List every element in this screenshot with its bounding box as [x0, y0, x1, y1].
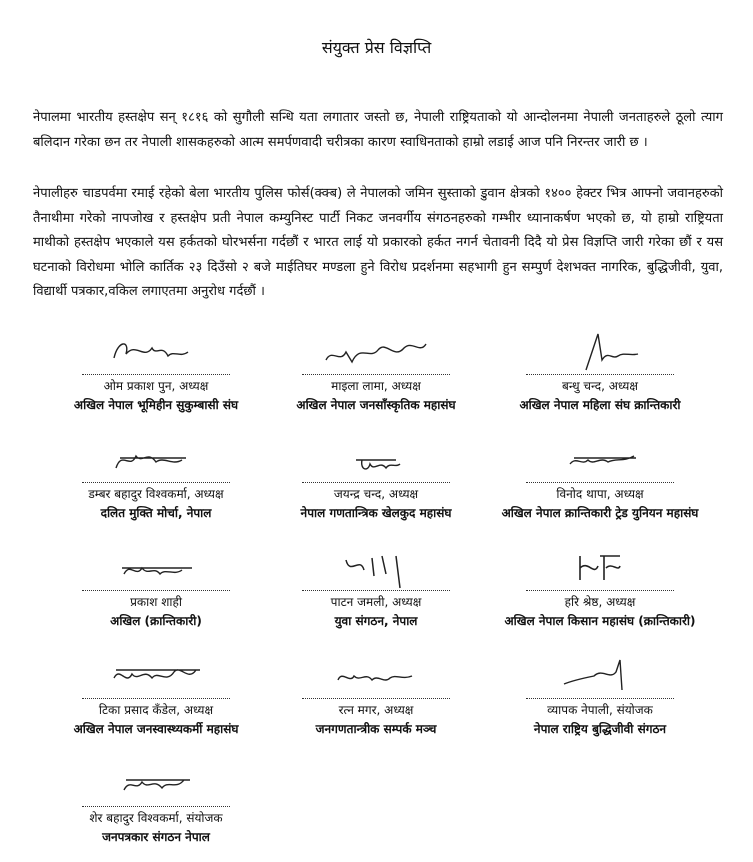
signature-block [256, 546, 496, 631]
signature-line [302, 590, 450, 591]
signatory-name: ओम प्रकाश पुन, अध्यक्ष [103, 379, 209, 393]
signature-block [36, 762, 276, 847]
handwritten-signature [316, 330, 436, 374]
signature-block [480, 438, 720, 523]
handwritten-signature [316, 546, 436, 590]
signature-line [526, 698, 674, 699]
signatory-organization: जनपत्रकार संगठन नेपाल [102, 830, 210, 844]
signatory-organization: नेपाल गणतान्त्रिक खेलकुद महासंघ [300, 506, 452, 520]
signatory-organization: दलित मुक्ति मोर्चा, नेपाल [100, 506, 212, 520]
signatory-organization: अखिल नेपाल जनसाँस्कृतिक महासंघ [296, 398, 456, 412]
handwritten-signature [96, 438, 216, 482]
signature-line [302, 374, 450, 375]
handwritten-signature [96, 330, 216, 374]
signatory-organization: अखिल नेपाल महिला संघ क्रान्तिकारी [519, 398, 681, 412]
handwritten-signature [96, 654, 216, 698]
signature-block [36, 330, 276, 415]
signatory-organization: अखिल नेपाल क्रान्तिकारी ट्रेड युनियन महासंघ [501, 506, 699, 520]
signature-line [82, 806, 230, 807]
signatory-name: डम्बर बहादुर विश्वकर्मा, अध्यक्ष [88, 487, 224, 501]
signature-block [480, 546, 720, 631]
signatory-name: व्यापक नेपाली, संयोजक [547, 703, 653, 717]
signatory-name: टिका प्रसाद कँडेल, अध्यक्ष [98, 703, 214, 717]
signature-line [526, 374, 674, 375]
signature-line [82, 698, 230, 699]
signature-block [256, 330, 496, 415]
signatory-name: शेर बहादुर विश्वकर्मा, संयोजक [89, 811, 223, 825]
signatory-organization: युवा संगठन, नेपाल [334, 614, 418, 628]
signatory-name: पाटन जमली, अध्यक्ष [330, 595, 422, 609]
signatory-name: प्रकाश शाही [130, 595, 182, 609]
signatory-name: हरि श्रेष्ठ, अध्यक्ष [564, 595, 636, 609]
signature-block [256, 438, 496, 523]
signatory-name: माइला लामा, अध्यक्ष [331, 379, 421, 393]
signatory-name: रत्न मगर, अध्यक्ष [338, 703, 414, 717]
handwritten-signature [540, 330, 660, 374]
signature-block [36, 546, 276, 631]
signatory-organization: अखिल नेपाल किसान महासंघ (क्रान्तिकारी) [504, 614, 696, 628]
handwritten-signature [316, 654, 436, 698]
signature-line [82, 482, 230, 483]
paragraph-intro: नेपालमा भारतीय हस्तक्षेप सन् १८१६ को सुगौली सन्धि यता लगातार जस्तो छ, नेपाली राष्ट्रियताको यो आन्दोलनमा नेपाली जनताहरुले ठूलो त्याग बलिदान गरेका छन तर नेपाली शासकहरुको आत्म समर्पणवादी चरीत्रका कारण स्वाधिनताको हाम्रो लडाई आज पनि निरन्तर जारी छ । [33, 110, 723, 150]
handwritten-signature [96, 546, 216, 590]
signature-block [36, 654, 276, 739]
signature-line [526, 590, 674, 591]
paragraph-statement: नेपालीहरु चाडपर्वमा रमाई रहेको बेला भारतीय पुलिस फोर्स(क्क्ब) ले नेपालको जमिन सुस्ताको डुवान क्षेत्रको १४०० हेक्टर भित्र आफ्नो जवानहरुको तैनाथीमा गरेको नापजोख र हस्तक्षेप प्रती नेपाल कम्युनिस्ट पार्टी निकट जनवर्गीय संगठनहरुको गम्भीर ध्यानाकर्षण भएको छ, यो हाम्रो राष्ट्रियता माथीको हस्तक्षेप भएकाले यस हर्कतको घोरभर्सना गर्दछौं र भारत लाई यो प्रकारको हर्कत नगर्न चेतावनी दिदै यो प्रेस विज्ञप्ति जारी गरेका छौं र यस घटनाको विरोधमा भोलि कार्तिक २३ दिउँसो २ बजे माईतिघर मण्डला हुने विरोध प्रदर्शनमा सहभागी हुन सम्पुर्ण देशभक्त नागरिक, बुद्धिजीवी, युवा, विद्यार्थी पत्रकार,वकिल लगाएतमा अनुरोध गर्दछौं । [33, 186, 723, 299]
signature-block [36, 438, 276, 523]
handwritten-signature [96, 762, 216, 806]
signature-line [82, 590, 230, 591]
handwritten-signature [316, 438, 436, 482]
signature-block [256, 654, 496, 739]
signatory-name: जयन्द्र चन्द, अध्यक्ष [333, 487, 419, 501]
signatory-name: विनोद थापा, अध्यक्ष [556, 487, 644, 501]
handwritten-signature [540, 654, 660, 698]
handwritten-signature [540, 546, 660, 590]
document-title: संयुक्त प्रेस विज्ञप्ति [321, 38, 432, 57]
signatory-organization: अखिल नेपाल जनस्वास्थ्यकर्मी महासंघ [73, 722, 239, 736]
signatory-organization: अखिल नेपाल भूमिहीन सुकुम्बासी संघ [73, 398, 239, 412]
signature-line [302, 482, 450, 483]
signatory-name: बन्धु चन्द, अध्यक्ष [562, 379, 638, 393]
signature-block [480, 330, 720, 415]
signature-line [526, 482, 674, 483]
signature-block [480, 654, 720, 739]
signature-line [302, 698, 450, 699]
signatory-organization: नेपाल राष्ट्रिय बुद्धिजीवी संगठन [533, 722, 667, 736]
handwritten-signature [540, 438, 660, 482]
signatory-organization: जनगणतान्त्रीक सम्पर्क मञ्च [315, 722, 437, 736]
signatory-organization: अखिल (क्रान्तिकारी) [110, 614, 202, 628]
signature-line [82, 374, 230, 375]
